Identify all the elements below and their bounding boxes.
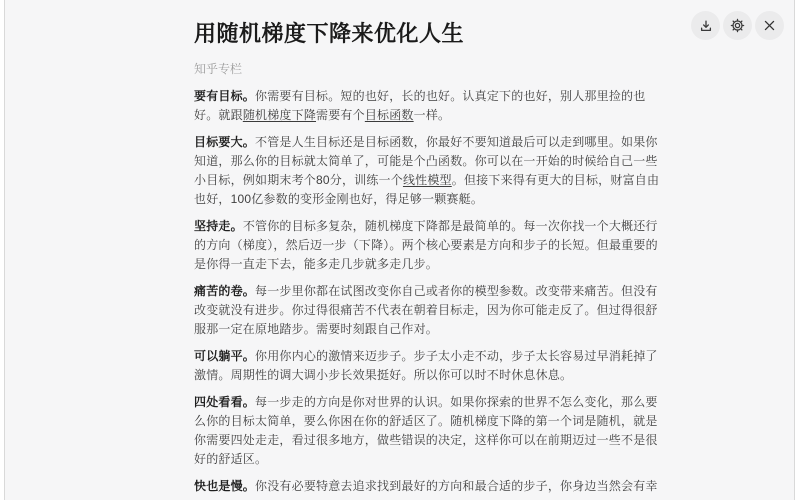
- paragraph-text: 改变就没有进步。你过得很痛苦不代表在朝着目标走，因为你可能走反了。但过得很舒: [194, 303, 658, 317]
- paragraph-text: 每一步走的方向是你对世界的认识。如果你探索的世界不怎么变化，那么要: [255, 395, 658, 409]
- inline-link[interactable]: 随机梯度下降: [243, 108, 316, 122]
- paragraph-text: 知道，那么你的目标就太简单了，可能是个凸函数。你可以在一开始的时候给自己一些: [194, 154, 658, 168]
- paragraph-lead: 坚持走。: [194, 219, 243, 233]
- paragraph-text: 你用你内心的激情来迈步子。步子太小走不动，步子太长容易过早消耗掉了: [255, 349, 658, 363]
- article-body: [194, 87, 664, 496]
- paragraph-text: 激情。周期性的调大调小步长效果挺好。所以你可以时不时休息休息。: [194, 368, 572, 382]
- article-source: 知乎专栏: [194, 62, 664, 76]
- paragraph-text: 你需要有目标。短的也好，长的也好。认真定下的也好，别人那里捡的也: [255, 89, 645, 103]
- paragraph-text: 的方向（梯度），然后迈一步（下降）。两个核心要素是方向和步子的长短。但最重要的: [194, 238, 658, 252]
- article: [194, 0, 664, 504]
- paragraph-lead: 可以躺平。: [194, 349, 255, 363]
- inline-link[interactable]: 目标函数: [365, 108, 414, 122]
- paragraph-text: 好的舒适区。: [194, 452, 267, 466]
- close-icon: [763, 19, 776, 32]
- paragraph-text: 。但接下来得有更大的目标，财富自由: [452, 173, 659, 187]
- paragraph: [194, 393, 664, 469]
- paragraph-text: 你需要四处走走，看过很多地方，做些错误的决定，这样你可以在前期迈过一些不是很: [194, 433, 658, 447]
- close-button[interactable]: [755, 11, 784, 40]
- paragraph: [194, 87, 664, 125]
- paragraph-text: 服那一定在原地踏步。需要时刻跟自己作对。: [194, 322, 438, 336]
- paragraph-text: 不管是人生目标还是目标函数，你最好不要知道最后可以走到哪里。如果你: [255, 135, 658, 149]
- reader-panel: [4, 0, 795, 500]
- paragraph-text: 不管你的目标多复杂，随机梯度下降都是最简单的。每一次你找一个大概还行: [243, 219, 658, 233]
- paragraph: [194, 133, 664, 209]
- gear-icon: [730, 18, 745, 33]
- paragraph-text: 也好，100亿参数的变形金刚也好，得足够一颗赛艇。: [194, 192, 483, 206]
- inline-link[interactable]: 线性模型: [403, 173, 452, 187]
- paragraph-text: 好。就跟: [194, 108, 243, 122]
- page-title: 用随机梯度下降来优化人生: [194, 20, 664, 48]
- paragraph: [194, 347, 664, 385]
- paragraph-text: 一样。: [414, 108, 451, 122]
- paragraph: [194, 477, 664, 496]
- paragraph-text: 是你得一直走下去，能多走几步就多走几步。: [194, 257, 438, 271]
- paragraph-text: 你没有必要特意去追求找到最好的方向和最合适的步子，你身边当然会有幸: [255, 479, 658, 493]
- paragraph-lead: 四处看看。: [194, 395, 255, 409]
- paragraph-text: 需要有个: [316, 108, 365, 122]
- paragraph-lead: 痛苦的卷。: [194, 284, 255, 298]
- paragraph-lead: 快也是慢。: [194, 479, 255, 493]
- paragraph-text: 小目标，例如期末考个80分，训练一个: [194, 173, 403, 187]
- paragraph-text: 么你的目标太简单，要么你困在你的舒适区了。随机梯度下降的第一个词是随机，就是: [194, 414, 658, 428]
- toolbar: [691, 11, 784, 40]
- download-button[interactable]: [691, 11, 720, 40]
- download-icon: [699, 19, 713, 33]
- settings-button[interactable]: [723, 11, 752, 40]
- paragraph-text: 每一步里你都在试图改变你自己或者你的模型参数。改变带来痛苦。但没有: [255, 284, 658, 298]
- paragraph: [194, 217, 664, 274]
- paragraph-lead: 目标要大。: [194, 135, 255, 149]
- paragraph: [194, 282, 664, 339]
- paragraph-lead: 要有目标。: [194, 89, 255, 103]
